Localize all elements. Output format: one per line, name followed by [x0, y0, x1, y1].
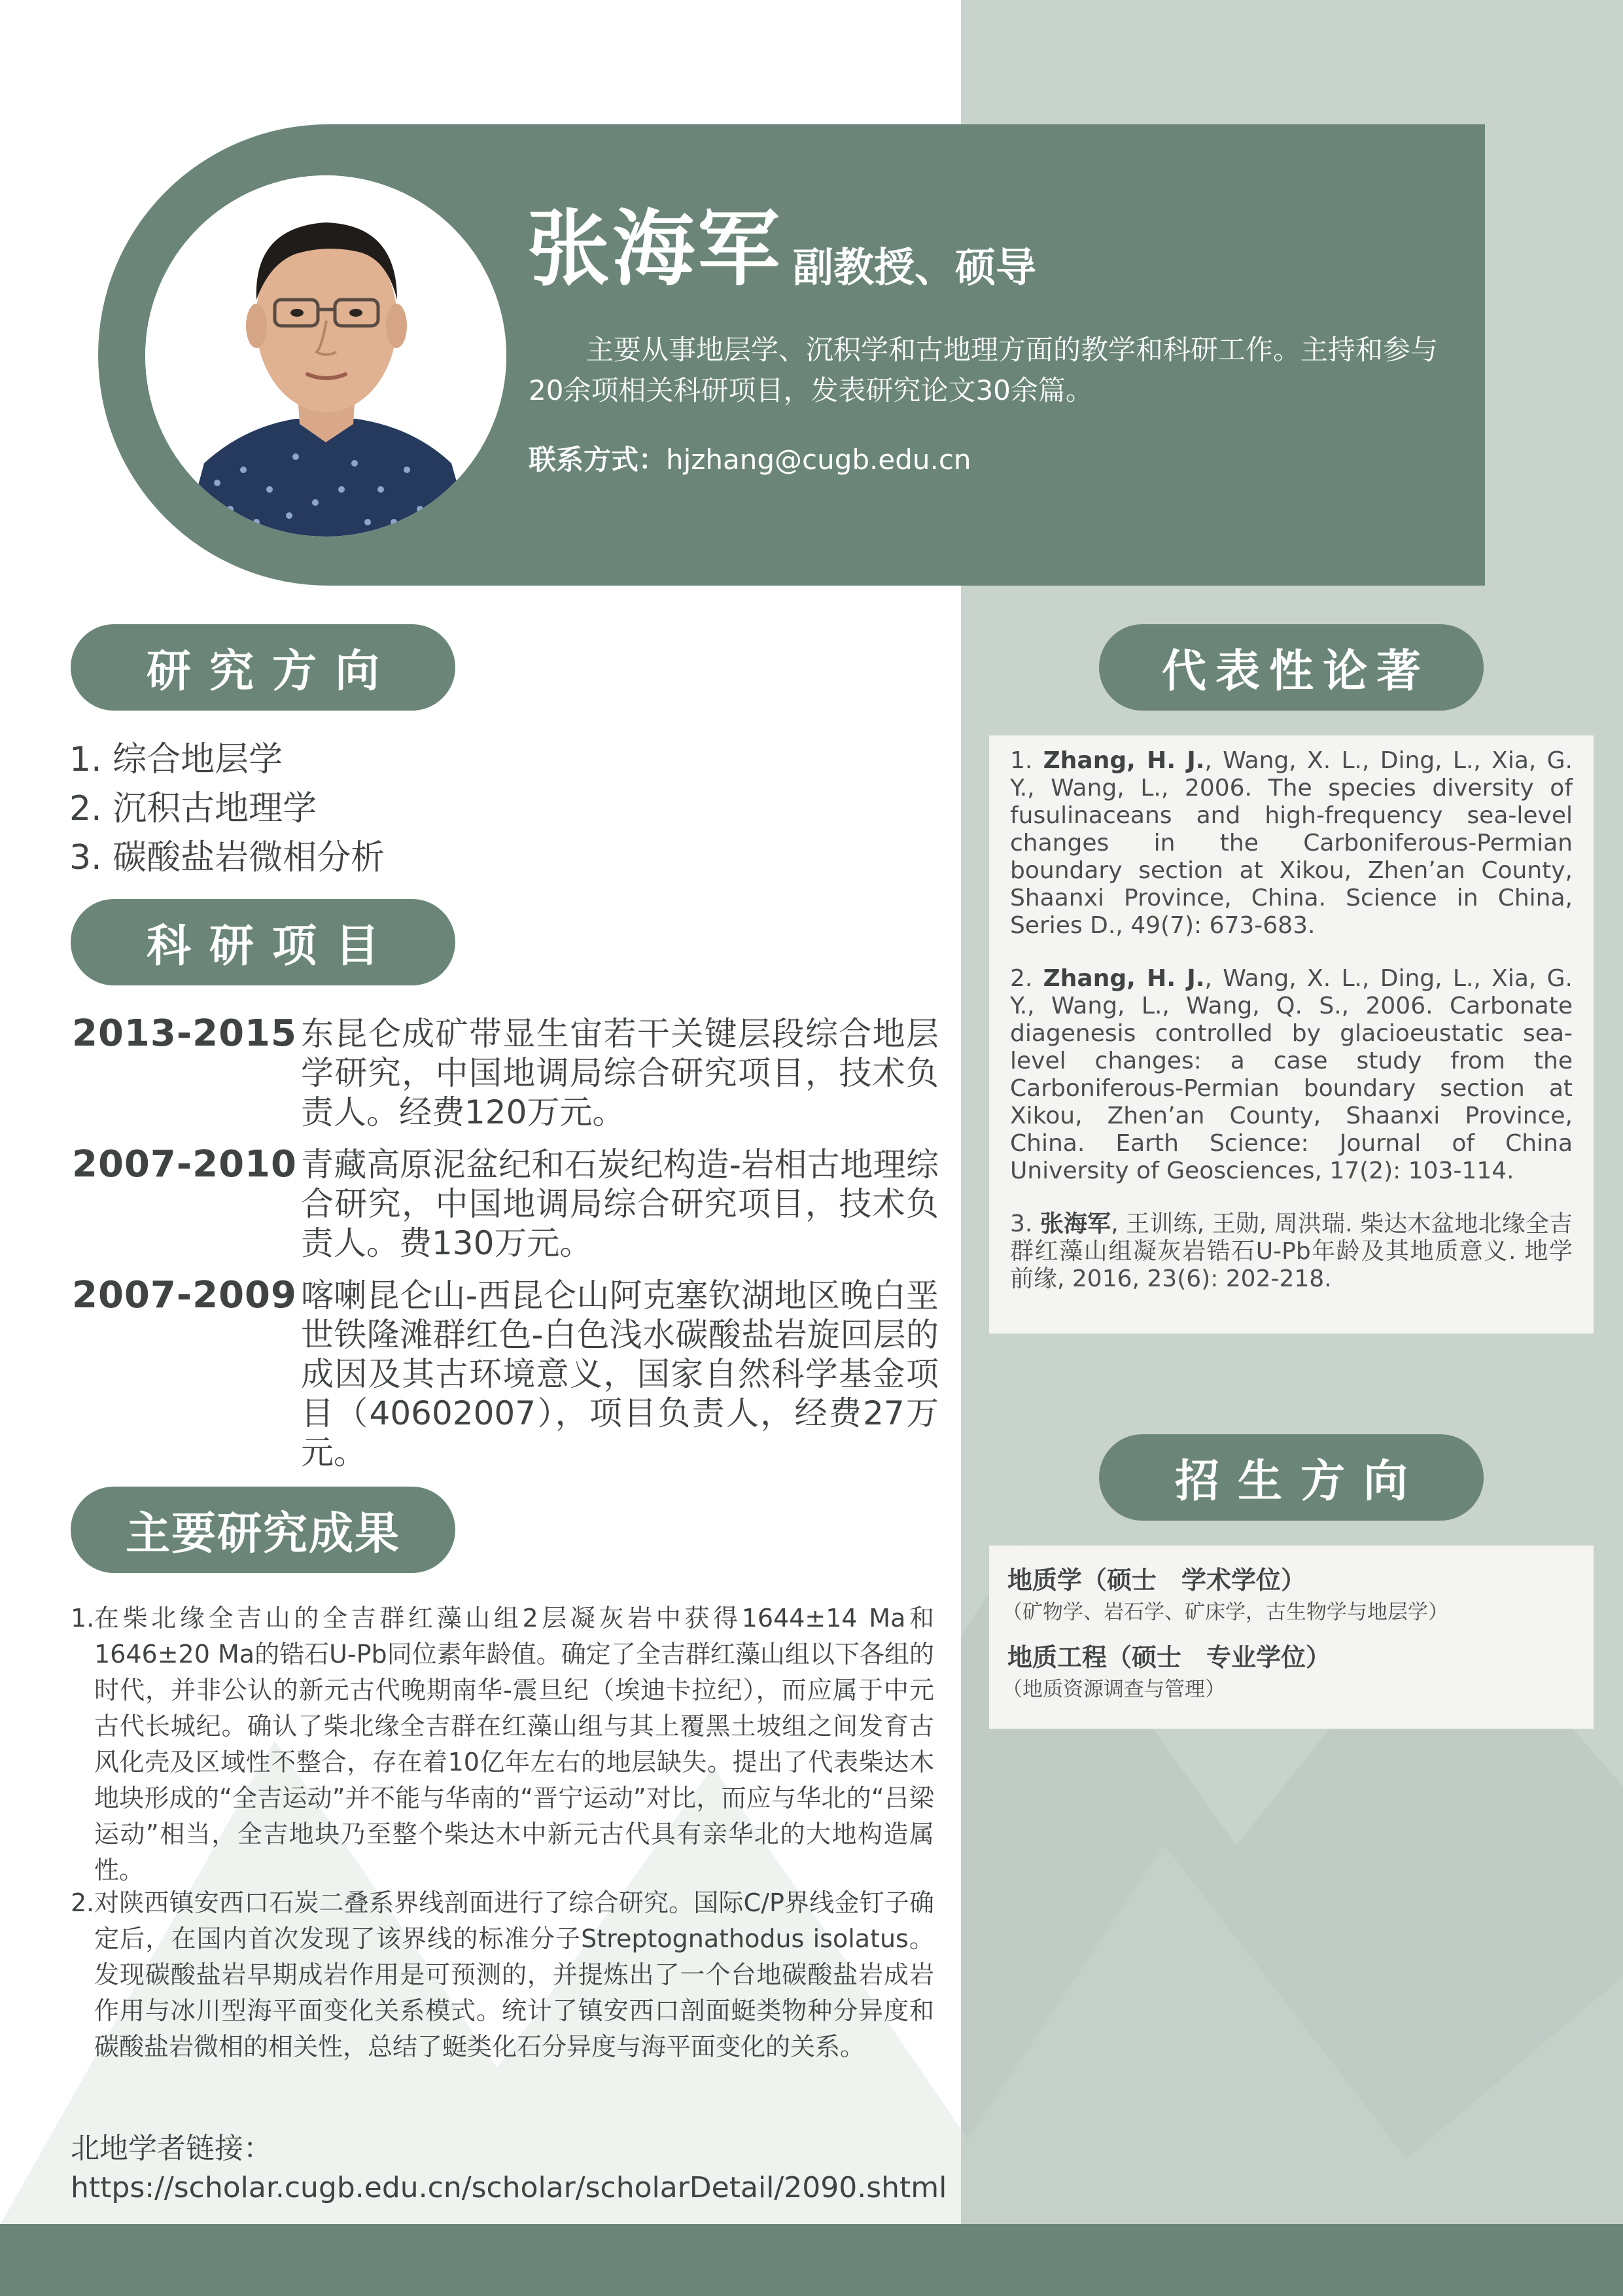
section-admissions-pill: [1099, 1434, 1484, 1521]
list-item: 2. 沉积古地理学: [69, 789, 317, 828]
achievement-text: 在柴北缘全吉山的全吉群红藻山组2层凝灰岩中获得1644±14 Ma和1646±20 Ma的锆石U-Pb同位素年龄值。确定了全吉群红藻山组以下各组的时代，并非公认的新元古代晚期南华-震旦纪（埃迪卡拉纪），而应属于中元古代长城纪。确认了柴北缘全吉群在红藻山组与其上覆黑土坡组之间发育古风化壳及区域性不整合，存在着10亿年左右的地层缺失。提出了代表柴达木地块形成的“全吉运动”并不能与华南的“晋宁运动”对比，而应与华北的“吕梁运动”相当，全吉地块乃至整个柴达木中新元古代具有亲华北的大地构造属性。: [94, 1604, 934, 1884]
research-direction-list: [69, 735, 385, 883]
publication-number: 2.: [1010, 965, 1043, 992]
scholar-link-url[interactable]: https://scholar.cugb.edu.cn/scholar/scholarDetail/2090.shtml: [71, 2171, 947, 2204]
publication-number: 3.: [1010, 1210, 1040, 1237]
publication-citation: , Wang, X. L., Ding, L., Xia, G. Y., Wang, L., 2006. The species diversity of fusulinaceans and high-frequency sea-level changes in the Carboniferous-Permian boundary section at Xikou, Zhen’an County, Shaanxi Province, China. Science in China, Series D., 49(7): 673-683.: [1010, 747, 1573, 939]
achievement-item: [71, 1600, 934, 1888]
admission-program-detail: （矿物学、岩石学、矿床学，古生物学与地层学）: [1002, 1600, 1448, 1624]
section-projects-title: 科研项目: [146, 920, 398, 972]
project-item: [72, 1014, 939, 1132]
project-item: [72, 1145, 939, 1263]
scholar-link-label: 北地学者链接：: [71, 2132, 272, 2165]
admission-program-title: 地质学（硕士 学术学位）: [1007, 1566, 1306, 1595]
publication-author: Zhang, H. J.: [1043, 747, 1205, 774]
publication-citation: , Wang, X. L., Ding, L., Xia, G. Y., Wang, L., Wang, Q. S., 2006. Carbonate diagenesis controlled by glacioeustatic sea-level changes: a case study from the Carboniferous-Permian boundary section at Xikou, Zhen’an County, Shaanxi Province, China. Earth Science: Journal of China University of Geosciences, 17(2): 103-114.: [1010, 965, 1573, 1184]
profile-role: 副教授、硕导: [793, 243, 1037, 291]
project-item: [72, 1276, 939, 1472]
contact-label: 联系方式：: [529, 444, 667, 476]
achievement-number: 2.: [71, 1888, 95, 1917]
publication-author: 张海军: [1039, 1210, 1111, 1237]
section-research-title: 研究方向: [146, 645, 398, 698]
project-description: 喀喇昆仑山-西昆仑山阿克塞钦湖地区晚白垩世铁隆滩群红色-白色浅水碳酸盐岩旋回层的成因及其古环境意义，国家自然科学基金项目（40602007），项目负责人，经费27万元。: [301, 1277, 939, 1472]
section-projects-pill: [71, 899, 455, 985]
section-publications-title: 代表性论著: [1161, 645, 1430, 698]
profile-name: 张海军: [527, 201, 782, 297]
project-description: 青藏高原泥盆纪和石炭纪构造-岩相古地理综合研究，中国地调局综合研究项目，技术负责人。费130万元。: [301, 1146, 939, 1262]
section-admissions-title: 招生方向: [1174, 1455, 1426, 1508]
project-years: 2013-2015: [72, 1012, 297, 1055]
footer-bar: [0, 2224, 1623, 2296]
admission-program-title: 地质工程（硕士 专业学位）: [1007, 1643, 1331, 1672]
section-publications-pill: [1099, 624, 1484, 711]
list-item: 1. 综合地层学: [69, 740, 283, 779]
project-years: 2007-2009: [72, 1274, 297, 1316]
publication-number: 1.: [1010, 747, 1043, 774]
list-item: 3. 碳酸盐岩微相分析: [69, 838, 385, 877]
achievement-text: 对陕西镇安西口石炭二叠系界线剖面进行了综合研究。国际C/P界线金钉子确定后，在国内首次发现了该界线的标准分子Streptognathodus isolatus。发现碳酸盐岩早期成岩作用是可预测的，并提炼出了一个台地碳酸盐岩成岩作用与冰川型海平面变化关系模式。统计了镇安西口剖面蜓类物种分异度和碳酸盐岩微相的相关性，总结了蜓类化石分异度与海平面变化的关系。: [94, 1888, 934, 2061]
section-achievements-pill: [71, 1487, 455, 1573]
section-achievements-title: 主要研究成果: [125, 1508, 400, 1560]
admission-program-detail: （地质资源调查与管理）: [1002, 1678, 1225, 1701]
publication-citation: , 王训练, 王勋, 周洪瑞. 柴达木盆地北缘全吉群红藻山组凝灰岩锆石U-Pb年龄及其地质意义. 地学前缘, 2016, 23(6): 202-218.: [1010, 1210, 1573, 1292]
publication-item: [1010, 747, 1573, 940]
publication-item: [1010, 1210, 1573, 1293]
profile-intro: 主要从事地层学、沉积学和古地理方面的教学和科研工作。主持和参与20余项相关科研项目，发表研究论文30余篇。: [529, 334, 1439, 406]
achievement-number: 1.: [71, 1604, 95, 1633]
contact-email[interactable]: hjzhang@cugb.edu.cn: [666, 444, 971, 476]
project-description: 东昆仑成矿带显生宙若干关键层段综合地层学研究，中国地调局综合研究项目，技术负责人。经费120万元。: [301, 1015, 939, 1131]
publication-item: [1010, 965, 1573, 1185]
project-years: 2007-2010: [72, 1143, 297, 1186]
profile-photo: [145, 175, 506, 537]
profile-contact: [529, 440, 971, 480]
section-research-pill: [71, 624, 455, 711]
achievement-item: [71, 1885, 934, 2065]
publication-author: Zhang, H. J.: [1043, 965, 1205, 992]
